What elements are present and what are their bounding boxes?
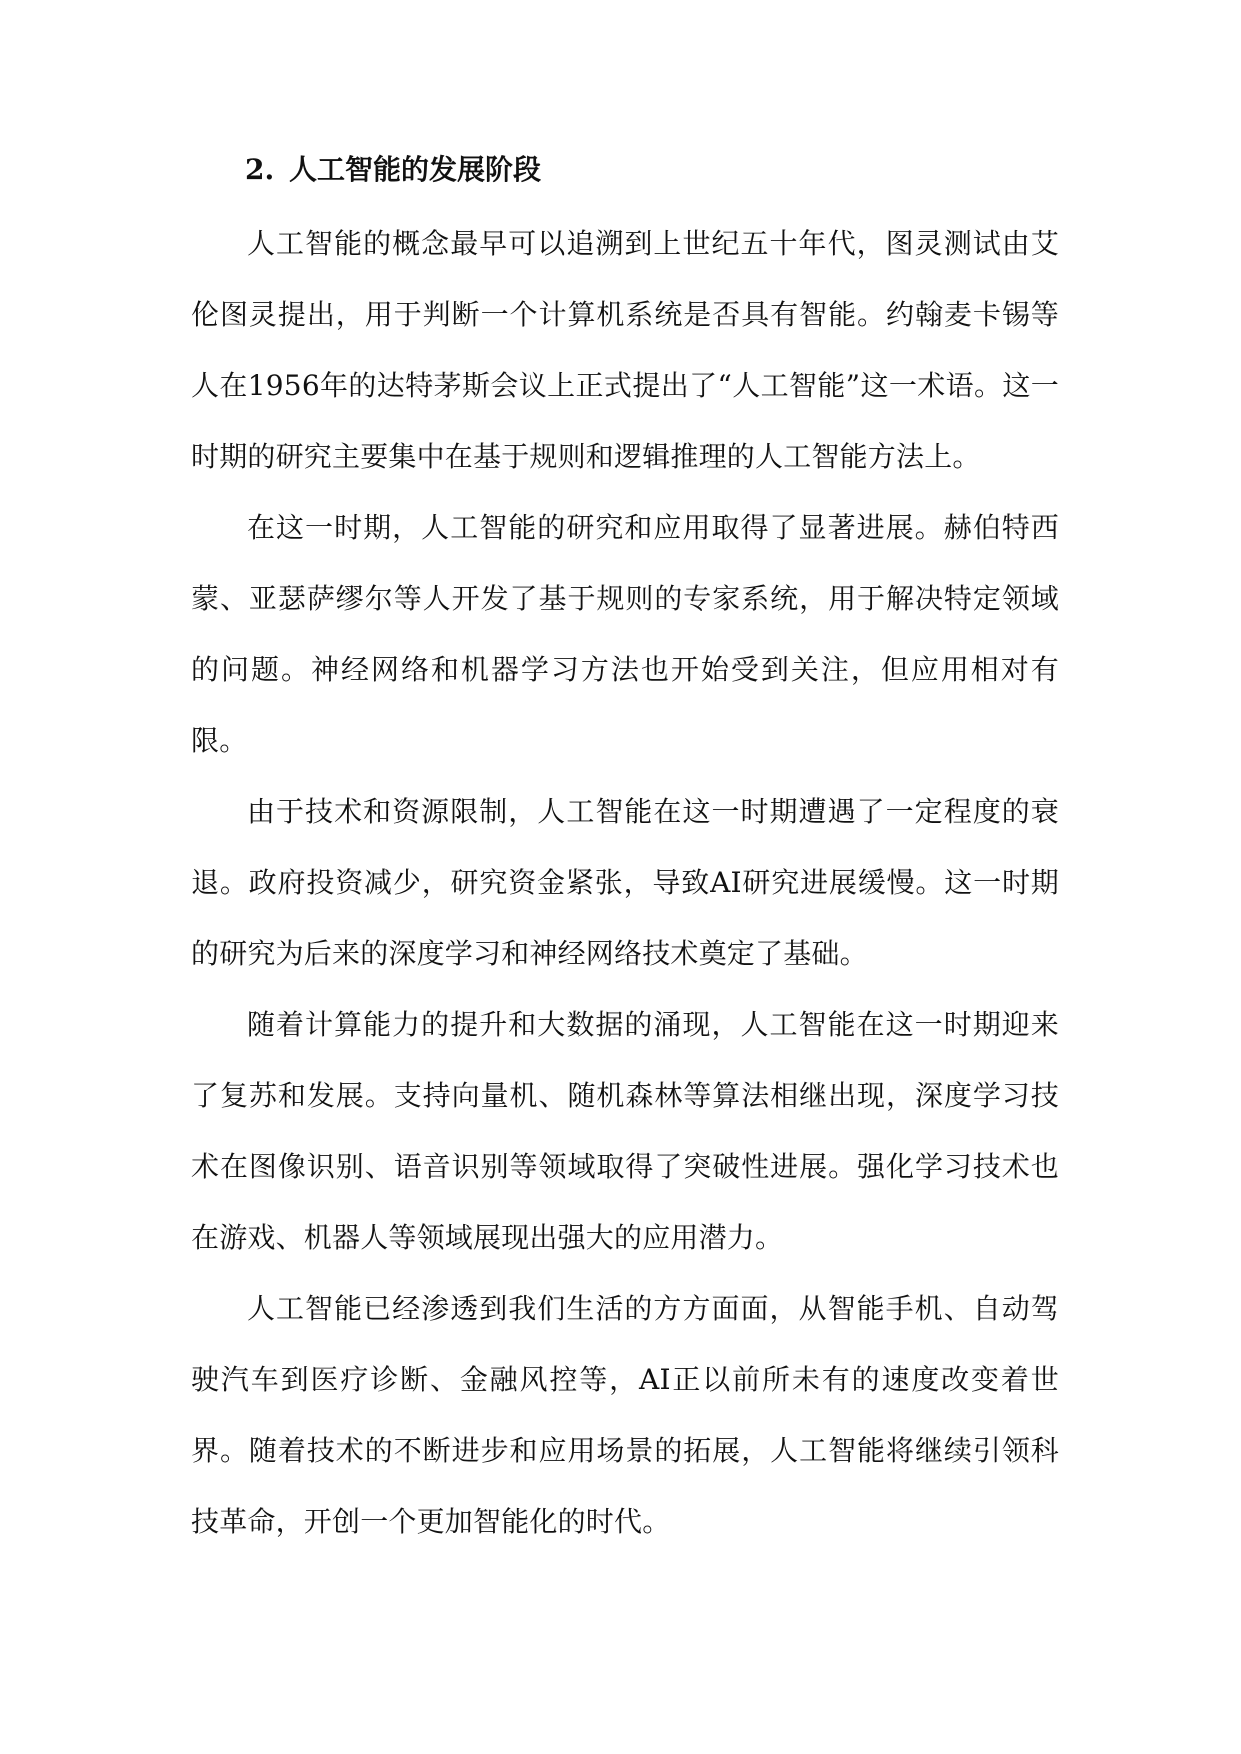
section-heading <box>245 150 1059 208</box>
paragraph-present: 人工智能已经渗透到我们生活的方方面面，从智能手机、自动驾驶汽车到医疗诊断、金融风控等，AI正以前所未有的速度改变着世界。随着技术的不断进步和应用场景的拓展，人工智能将继续引领科技革命，开创一个更加智能化的时代。 <box>191 1292 1059 1538</box>
paragraph-revival: 随着计算能力的提升和大数据的涌现，人工智能在这一时期迎来了复苏和发展。支持向量机、随机森林等算法相继出现，深度学习技术在图像识别、语音识别等领域取得了突破性进展。强化学习技术也在游戏、机器人等领域展现出强大的应用潜力。 <box>191 1008 1059 1254</box>
paragraph-origins: 人工智能的概念最早可以追溯到上世纪五十年代，图灵测试由艾伦图灵提出，用于判断一个计算机系统是否具有智能。约翰麦卡锡等人在1956年的达特茅斯会议上正式提出了“人工智能”这一术语。这一时期的研究主要集中在基于规则和逻辑推理的人工智能方法上。 <box>191 227 1059 473</box>
section-number: 2. <box>245 153 275 186</box>
document-body <box>191 150 1059 1557</box>
section-title: 人工智能的发展阶段 <box>289 153 542 186</box>
paragraph-expert-systems: 在这一时期，人工智能的研究和应用取得了显著进展。赫伯特西蒙、亚瑟萨缪尔等人开发了基于规则的专家系统，用于解决特定领域的问题。神经网络和机器学习方法也开始受到关注，但应用相对有限。 <box>191 511 1059 757</box>
paragraph-decline: 由于技术和资源限制，人工智能在这一时期遭遇了一定程度的衰退。政府投资减少，研究资金紧张，导致AI研究进展缓慢。这一时期的研究为后来的深度学习和神经网络技术奠定了基础。 <box>191 795 1059 970</box>
